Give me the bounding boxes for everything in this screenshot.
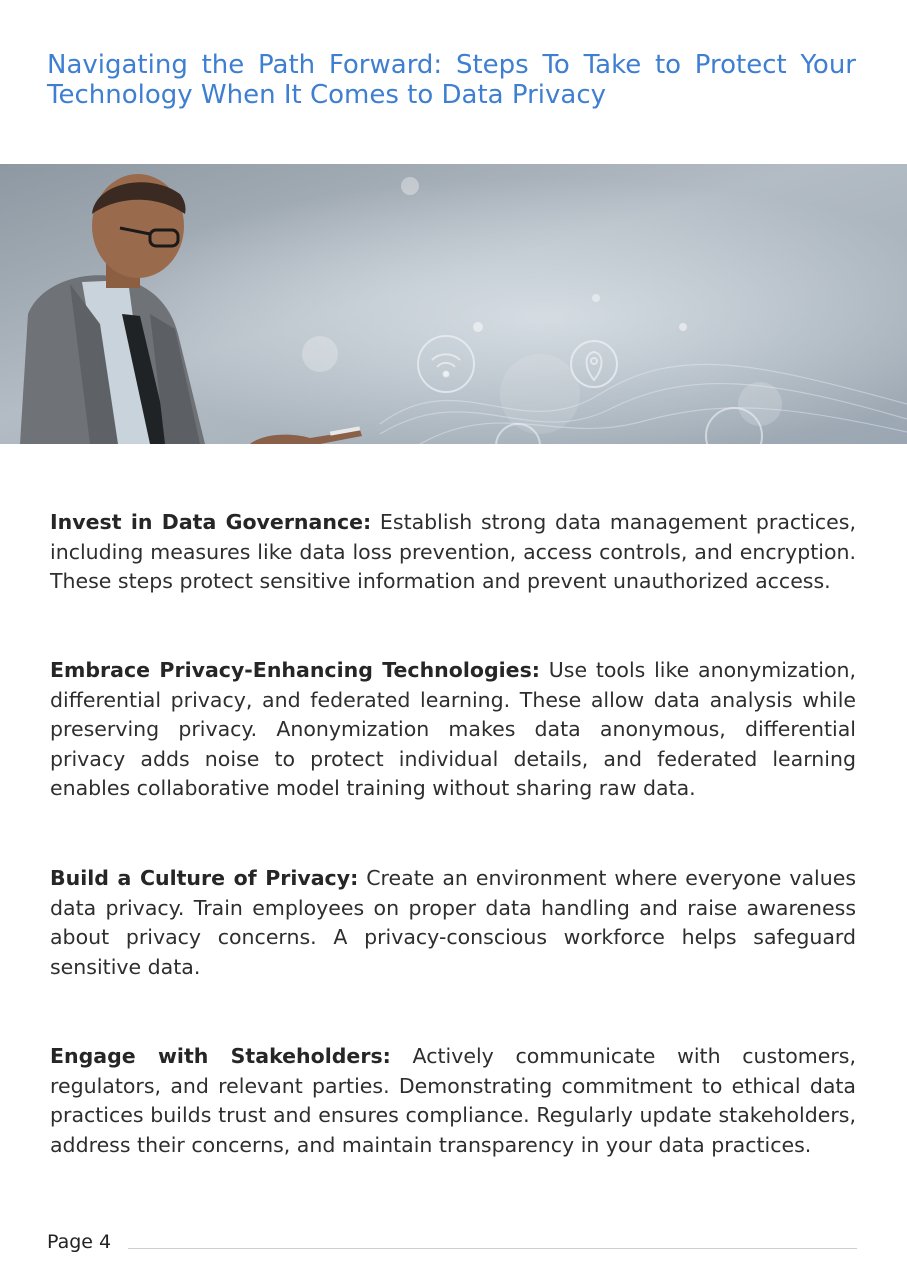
section-body: Create an environment where everyone values data privacy. Train employees on proper data handling and raise awareness about privacy concerns. A privacy-conscious workforce helps safeguard sensitive data. (50, 866, 856, 979)
section-privacy-technologies (50, 656, 856, 804)
section-body: Use tools like anonymization, differential privacy, and federated learning. These allow data analysis while preserving privacy. Anonymization makes data anonymous, differential privacy adds noise to protect individual details, and federated learning enables collaborative model training without sharing raw data. (50, 658, 857, 801)
section-heading: Engage with Stakeholders: (50, 1044, 391, 1068)
footer-divider (128, 1248, 857, 1249)
section-privacy-culture (50, 864, 856, 982)
section-heading: Embrace Privacy-Enhancing Technologies: (50, 658, 540, 682)
page-number: Page 4 (47, 1231, 112, 1253)
banner-image (0, 164, 907, 444)
section-heading: Invest in Data Governance: (50, 510, 372, 534)
section-stakeholders (50, 1042, 856, 1160)
section-body: Establish strong data management practices, including measures like data loss prevention, access controls, and encryption. These steps protect sensitive information and prevent unauthorized access. (50, 510, 856, 594)
section-data-governance (50, 508, 856, 597)
section-body: Actively communicate with customers, regulators, and relevant parties. Demonstrating commitment to ethical data practices builds trust and ensures compliance. Regularly update stakeholders, address their concerns, and maintain transparency in your data practices. (50, 1044, 856, 1157)
section-heading: Build a Culture of Privacy: (50, 866, 359, 890)
page-title: Navigating the Path Forward: Steps To Take to Protect Your Technology When It Comes to Data Privacy (47, 50, 856, 110)
